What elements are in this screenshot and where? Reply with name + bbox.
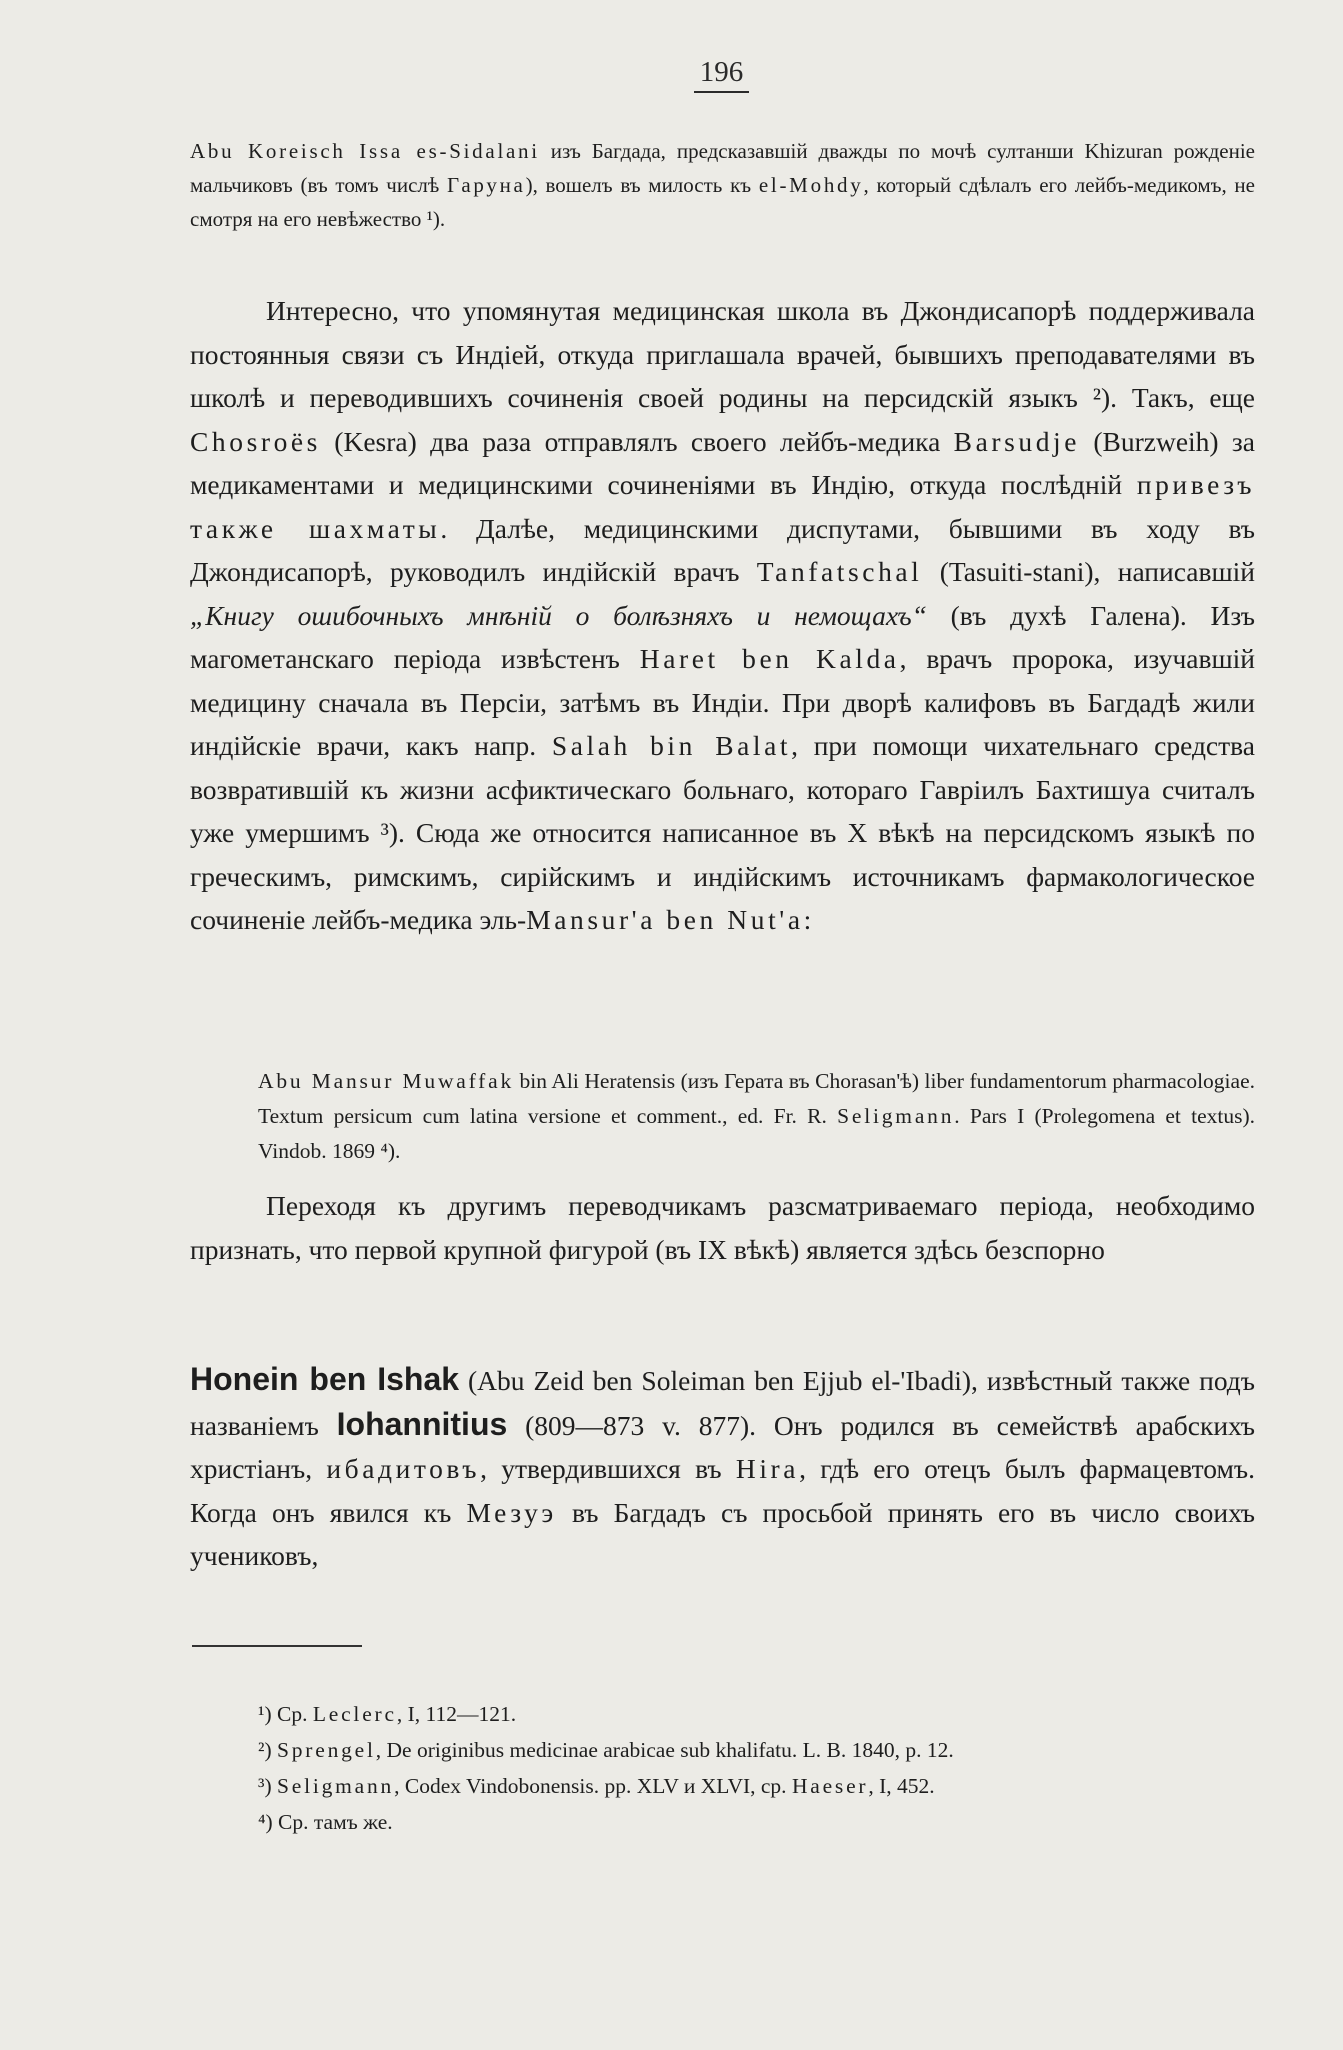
footnote-2 [258, 1732, 1258, 1768]
honein-name: Honein ben Ishak [190, 1361, 460, 1397]
citation-paragraph [258, 1064, 1255, 1169]
footnote-3 [258, 1768, 1258, 1804]
para1-text-9: , при помощи чихательнаго средства возвратившій къ жизни асфиктическаго больнаго, котораго Гавріилъ Бахтишуа считалъ уже умершимъ [190, 730, 1255, 848]
citation-text-1: bin Ali Heratensis (изъ Герата въ Chorasan'ѣ) liber fundamentorum pharmacologiae. Textum persicum cum latina versione et comment., ed. Fr. R. [258, 1069, 1255, 1128]
sidalani-name: es-Sidalani [402, 139, 540, 163]
footnote-rest-2: , I, 452. [868, 1774, 935, 1798]
citation-author: Abu Mansur Muwaffak [258, 1069, 515, 1093]
footnote-ref-2: ²) [1092, 382, 1111, 413]
paragraph-translators [190, 1184, 1255, 1271]
book-title: „Книгу ошибочныхъ мнѣній о болѣзняхъ и немощахъ“ [190, 599, 927, 631]
footnote-author: Seligmann [276, 1774, 395, 1798]
footnote-rest: , Codex Vindobonensis. pp. XLV и XLVI, ср. [394, 1774, 792, 1798]
para1-text-2: . Такъ, еще [1110, 382, 1255, 413]
haret-name: Haret ben Kalda [639, 643, 900, 674]
footnote-1 [258, 1696, 1258, 1732]
garun-name: Гаруна [446, 173, 526, 197]
paragraph-india [190, 289, 1255, 942]
intro-text-3: , который сдѣлалъ его лейбъ-медикомъ, не смотря на его невѣжество [190, 173, 1255, 231]
ibaditov-word: ибадитовъ [326, 1453, 481, 1484]
footnote-ref-3: ³) [380, 817, 398, 848]
footnote-ref-4: ⁴). [380, 1139, 401, 1163]
para1-text-7: (въ духѣ Галена). Изъ магометанскаго періода извѣстенъ [190, 599, 1255, 674]
para1-text-1: Интересно, что упомянутая медицинская школа въ Джондисапорѣ поддерживала постоянныя связи съ Индіей, откуда приглашала врачей, бывшихъ преподавателями въ школѣ и переводившихъ сочиненія своей родины на персидскій языкъ [190, 295, 1255, 413]
intro-text-1: изъ Багдада, предсказавшій дважды по мочѣ султанши Khizuran рожденіе мальчиковъ (въ томъ числѣ [190, 139, 1255, 197]
intro-paragraph [190, 134, 1255, 236]
para2-text: Переходя къ другимъ переводчикамъ разсматриваемаго періода, необходимо признать, что первой крупной фигурой (въ IX вѣкѣ) является здѣсь безспорно [190, 1190, 1255, 1265]
footnote-author: Sprengel [276, 1738, 376, 1762]
para3-text-1: (Abu Zeid ben Soleiman ben Ejjub el-'Ibadi), извѣстный также подъ названіемъ [190, 1365, 1255, 1441]
para3-text-5: въ Багдадъ съ просьбой принять его въ число своихъ учениковъ, [190, 1496, 1255, 1571]
privez-chess-phrase: привезъ также шахматы [190, 469, 1255, 544]
footnote-author: Leclerc [312, 1702, 397, 1726]
para1-text-3: (Kesra) два раза отправлялъ своего лейбъ-медика [320, 425, 954, 457]
footnote-rest: , I, 112—121. [396, 1702, 517, 1726]
citation-seligmann: Seligmann [837, 1104, 955, 1128]
footnote-mark: ⁴) [258, 1810, 273, 1834]
citation-text-2: . Pars I (Prolegomena et textus). Vindob. 1869 [258, 1104, 1256, 1163]
tanfatschal-name: Tanfatschal [756, 556, 923, 587]
footnote-mark: ¹) [258, 1702, 272, 1726]
footnote-rest: , De originibus medicinae arabicae sub khalifatu. L. B. 1840, p. 12. [375, 1738, 954, 1762]
footnote-mark: ³) [258, 1774, 272, 1798]
footnote-pre: Ср. [271, 1702, 313, 1726]
para3-text-3: , утвердившихся въ [480, 1453, 736, 1484]
intro-text-2: ), вошелъ въ милость къ [525, 173, 759, 197]
footnote-mark: ²) [258, 1738, 272, 1762]
footnote-4 [258, 1804, 1258, 1840]
para1-text-8: , врачъ пророка, изучавшій медицину сначала въ Персіи, затѣмъ въ Индіи. При дворѣ калифовъ въ Багдадѣ жили индійскіе врачи, какъ напр. [190, 643, 1255, 761]
para1-text-11: : [803, 904, 812, 935]
para1-text-4: (Burzweih) за медикаментами и медицинскими сочиненіями въ Индію, откуда послѣдній [190, 425, 1255, 500]
footnote-ref-1: ¹). [426, 207, 446, 231]
footnote-author-2: Haeser [791, 1774, 869, 1798]
para3-text-4: , гдѣ его отецъ былъ фармацевтомъ. Когда онъ явился къ [190, 1453, 1255, 1528]
page-number-row [0, 56, 1343, 93]
barsudje-name: Barsudje [953, 425, 1081, 457]
footnotes [258, 1696, 1258, 1840]
paragraph-honein [190, 1358, 1255, 1578]
para1-text-6: (Tasuiti-stani), написавшій [922, 556, 1255, 587]
para3-text-2: (809—873 v. 877). Онъ родился въ семействѣ арабскихъ христіанъ, [190, 1409, 1255, 1484]
mohdy-name: el-Mohdy [758, 173, 864, 197]
mansur-name: Mansur'a ben Nut'a [526, 904, 804, 935]
footnote-divider [192, 1645, 362, 1647]
hira-name: Hira [735, 1453, 800, 1484]
iohannitius-name: Iohannitius [336, 1405, 508, 1442]
page-number: 196 [694, 56, 750, 93]
para1-text-10: . Сюда же относится написанное въ X вѣкѣ на персидскомъ языкѣ по греческимъ, римскимъ, сирійскимъ и индійскимъ источникамъ фармакологическое сочиненіе лейбъ-медика эль- [190, 817, 1255, 935]
footnote-pre: Ср. тамъ же. [272, 1810, 393, 1834]
salah-name: Salah bin Balat [551, 730, 792, 761]
abu-koreisch-name: Abu Koreisch Issa [190, 139, 403, 163]
mesue-name: Мезуэ [466, 1496, 557, 1528]
chosroes-name: Chosroës [190, 425, 321, 457]
para1-text-5: . Далѣе, медицинскими диспутами, бывшими въ ходу въ Джондисапорѣ, руководилъ индійскій врачъ [190, 512, 1255, 587]
